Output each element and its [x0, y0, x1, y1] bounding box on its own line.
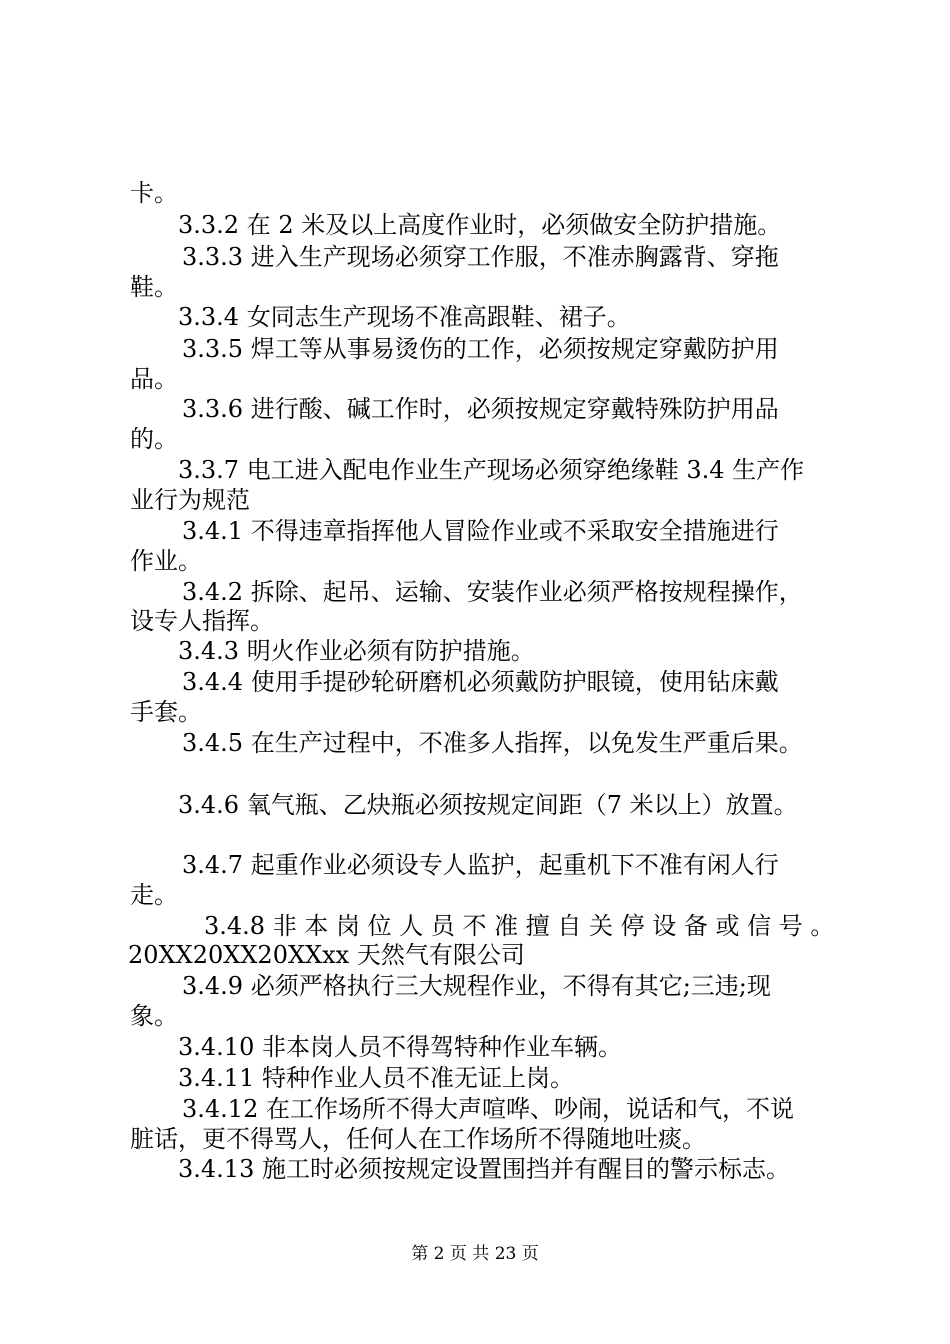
text-line: 3.4.2 拆除、起吊、运输、安装作业必须严格按规程操作， [182, 578, 803, 606]
text-line: 的。 [130, 425, 178, 453]
text-line: 卡。 [130, 179, 178, 207]
text-line: 3.3.6 进行酸、碱工作时，必须按规定穿戴特殊防护用品 [182, 395, 779, 423]
text-line: 3.3.4 女同志生产现场不准高跟鞋、裙子。 [178, 303, 631, 331]
text-line: 品。 [130, 365, 178, 393]
page-number: 第 2 页 共 23 页 [411, 1244, 539, 1264]
text-line: 手套。 [130, 698, 202, 726]
text-line: 20XX20XX20XXxx 天然气有限公司 [128, 941, 525, 969]
text-line: 3.4.6 氧气瓶、乙炔瓶必须按规定间距（7 米以上）放置。 [178, 791, 798, 819]
text-line: 3.4.4 使用手提砂轮研磨机必须戴防护眼镜，使用钻床戴 [182, 668, 779, 696]
text-line: 象。 [130, 1002, 178, 1030]
text-line: 3.4.12 在工作场所不得大声喧哗、吵闹，说话和气，不说 [182, 1095, 794, 1123]
text-line: 3.3.5 焊工等从事易烫伤的工作，必须按规定穿戴防护用 [182, 335, 779, 363]
text-line: 业行为规范 [130, 486, 250, 514]
text-line: 走。 [130, 881, 178, 909]
text-line: 3.4.1 不得违章指挥他人冒险作业或不采取安全措施进行 [182, 517, 779, 545]
text-line: 设专人指挥。 [130, 607, 274, 635]
text-line: 3.4.10 非本岗人员不得驾特种作业车辆。 [178, 1033, 622, 1061]
text-line: 脏话，更不得骂人，任何人在工作场所不得随地吐痰。 [130, 1125, 706, 1153]
text-line: 3.4.8 非 本 岗 位 人 员 不 准 擅 自 关 停 设 备 或 信 号 。 [204, 912, 835, 940]
text-line: 3.4.5 在生产过程中，不准多人指挥，以免发生严重后果。 [182, 729, 803, 757]
text-line: 3.4.3 明火作业必须有防护措施。 [178, 637, 535, 665]
text-line: 鞋。 [130, 273, 178, 301]
text-line: 3.3.2 在 2 米及以上高度作业时，必须做安全防护措施。 [178, 211, 782, 239]
text-line: 3.4.11 特种作业人员不准无证上岗。 [178, 1064, 574, 1092]
text-line: 3.3.7 电工进入配电作业生产现场必须穿绝缘鞋 3.4 生产作 [178, 456, 805, 484]
text-line: 3.4.9 必须严格执行三大规程作业，不得有其它;三违;现 [182, 972, 771, 1000]
text-line: 3.3.3 进入生产现场必须穿工作服，不准赤胸露背、穿拖 [182, 243, 779, 271]
text-line: 3.4.13 施工时必须按规定设置围挡并有醒目的警示标志。 [178, 1155, 790, 1183]
text-line: 作业。 [130, 547, 202, 575]
text-line: 3.4.7 起重作业必须设专人监护，起重机下不准有闲人行 [182, 851, 779, 879]
